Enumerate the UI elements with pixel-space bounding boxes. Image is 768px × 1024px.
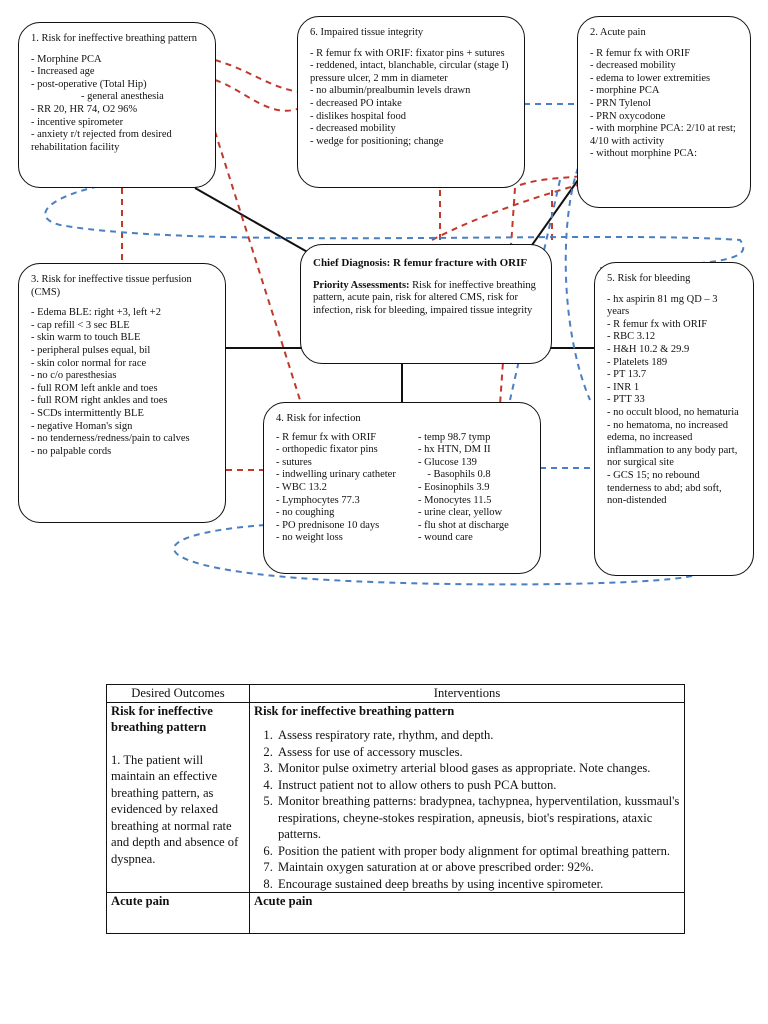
list-item: 7. Maintain oxygen saturation at or above prescribed order: 92%. [276,859,680,876]
list-item: - no occult blood, no hematuria [607,406,739,418]
interventions-title: Acute pain [254,894,313,908]
list-item: - R femur fx with ORIF: fixator pins + sutures [310,47,505,59]
interventions-cell [250,702,685,893]
list-item: - PO prednisone 10 days [276,519,380,531]
list-item: - wound care [418,532,473,544]
nursing-diagnosis-box-2 [577,16,751,208]
infection-data-grid [276,432,528,545]
interventions-list [254,727,680,892]
box-title: 5. Risk for bleeding [607,273,691,284]
list-item: - R femur fx with ORIF [607,318,708,330]
red-dashed-link [215,80,300,111]
list-item: - orthopedic fixator pins [276,444,378,456]
priority-assessments-text: Risk for ineffective breathing pattern, acute pain, risk for altered CMS, risk for infection, risk for bleeding, impaired tissue integrity [313,279,536,316]
nursing-diagnosis-box-3 [18,263,226,523]
list-item: - no palpable cords [31,445,112,457]
table-header-row [107,685,685,703]
list-item: - PRN oxycodone [590,110,666,122]
care-plan-table [106,684,685,934]
interventions-title: Risk for ineffective breathing pattern [254,703,455,718]
list-item: - decreased mobility [590,60,676,72]
list-item: - urine clear, yellow [418,507,503,519]
box-title: 4. Risk for infection [276,413,361,424]
table-row [107,893,685,934]
list-item: - negative Homan's sign [31,420,133,432]
list-item: - no weight loss [276,532,343,544]
box-title: 3. Risk for ineffective tissue perfusion (CMS) [31,274,192,298]
list-item: - wedge for positioning; change [310,135,444,147]
list-item: - Morphine PCA [31,53,102,65]
list-item: 8. Encourage sustained deep breaths by using incentive spirometer. [276,876,680,893]
list-item: - H&H 10.2 & 29.9 [607,343,690,355]
box-title: 2. Acute pain [590,27,646,38]
list-item: - morphine PCA [590,85,660,97]
chief-diagnosis-box [300,244,552,364]
list-item: 4. Instruct patient not to allow others to push PCA button. [276,777,680,794]
solid-connector [195,188,318,258]
outcome-cell [107,893,250,934]
list-item: - flu shot at discharge [418,519,509,531]
list-item: - Glucose 139 [418,456,477,468]
list-item: - with morphine PCA: 2/10 at rest; 4/10 with activity [590,123,736,147]
list-item: - GCS 15; no rebound tenderness to abd; abd soft, non-distended [607,469,722,507]
list-item: 6. Position the patient with proper body alignment for optimal breathing pattern. [276,843,680,860]
list-item: - dislikes hospital food [310,110,406,122]
list-item: - general anesthesia [81,91,164,103]
list-item: - post-operative (Total Hip) [31,78,147,90]
list-item: - no albumin/prealbumin levels drawn [310,85,471,97]
list-item: - no c/o paresthesias [31,370,117,382]
list-item: 3. Monitor pulse oximetry arterial blood gases as appropriate. Note changes. [276,760,680,777]
list-item: - SCDs intermittently BLE [31,407,144,419]
list-item: - without morphine PCA: [590,148,698,160]
list-item: - decreased mobility [310,123,396,135]
nursing-diagnosis-box-1 [18,22,216,188]
list-item: 5. Monitor breathing patterns: bradypnea, tachypnea, hyperventilation, kussmaul's respirations, cheyne-stokes respiration, apneusis, biot's respirations, ataxic patterns. [276,793,680,843]
outcome-title: Risk for ineffective breathing pattern [111,703,213,734]
list-item: 1. Assess respiratory rate, rhythm, and depth. [276,727,680,744]
outcome-text: 1. The patient will maintain an effective breathing pattern, as evidenced by relaxed breathing at normal rate and depth and absence of dyspnea. [111,752,239,866]
outcome-cell [107,702,250,893]
list-item: - anxiety r/t rejected from desired rehabilitation facility [31,129,172,153]
list-item: - Platelets 189 [607,356,668,368]
list-item: - Monocytes 11.5 [418,494,492,506]
list-item: - skin warm to touch BLE [31,332,141,344]
list-item: - no tenderness/redness/pain to calves [31,433,190,445]
list-item: - WBC 13.2 [276,481,327,493]
list-item: - PT 13.7 [607,369,647,381]
box-title: 1. Risk for ineffective breathing pattern [31,33,198,44]
list-item: - hx aspirin 81 mg QD – 3 years [607,293,718,318]
list-item: - temp 98.7 tymp [418,431,491,443]
red-dashed-link [215,60,300,92]
table-row [107,702,685,893]
outcome-title: Acute pain [111,894,170,908]
nursing-diagnosis-box-5 [594,262,754,576]
list-item: - Lymphocytes 77.3 [276,494,360,506]
list-item: - hx HTN, DM II [418,444,491,456]
chief-diagnosis-title: Chief Diagnosis: R femur fracture with ORIF [313,257,528,269]
list-item: - Edema BLE: right +3, left +2 [31,307,161,319]
list-item: - R femur fx with ORIF [590,47,691,59]
list-item: - R femur fx with ORIF [276,431,377,443]
priority-assessments [313,280,539,318]
list-item: - full ROM left ankle and toes [31,382,158,394]
list-item: - INR 1 [607,381,640,393]
list-item: - Increased age [31,66,95,78]
list-item: - PTT 33 [607,394,645,406]
list-item: - reddened, intact, blanchable, circular (stage I) pressure ulcer, 2 mm in diameter [310,60,509,84]
list-item: - RBC 3.12 [607,331,656,343]
list-item: - Eosinophils 3.9 [418,481,490,493]
interventions-cell [250,893,685,934]
list-item: - PRN Tylenol [590,97,651,109]
list-item: - skin color normal for race [31,357,147,369]
list-item: - indwelling urinary catheter - Basophils 0.8 [276,469,491,481]
list-item: - full ROM right ankles and toes [31,395,168,407]
list-item: - no coughing [276,507,335,519]
list-item: - cap refill < 3 sec BLE [31,319,130,331]
list-item: - sutures [276,456,312,468]
column-header-interventions: Interventions [250,685,685,703]
column-header-outcomes: Desired Outcomes [107,685,250,703]
list-item: - incentive spirometer [31,116,124,128]
list-item: - decreased PO intake [310,97,402,109]
nursing-diagnosis-box-4 [263,402,541,574]
list-item: 2. Assess for use of accessory muscles. [276,744,680,761]
list-item: - edema to lower extremities [590,72,711,84]
list-item: - RR 20, HR 74, O2 96% [31,103,138,115]
list-item: - no hematoma, no increased edema, no increased inflammation to any body part, nor surgical site [607,419,738,469]
box-title: 6. Impaired tissue integrity [310,27,424,38]
priority-assessments-label: Priority Assessments: [313,279,410,291]
nursing-diagnosis-box-6 [297,16,525,188]
list-item: - peripheral pulses equal, bil [31,344,151,356]
